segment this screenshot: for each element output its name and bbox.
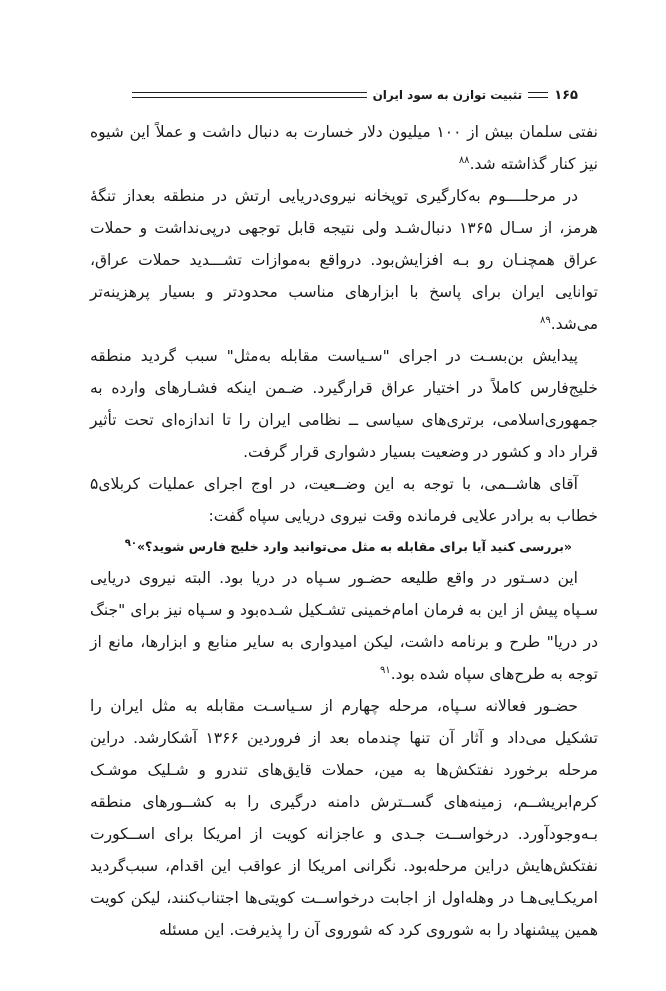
paragraph-text: حضـور فعالانه سـپاه، مرحله چهارم از سـیاسـت مقابله به مثل ایران را تشکیل می‌داد و آثار آن تنها چندماه بعد از فروردین ۱۳۶۶ آشکارشد. دراین مرحله برخورد نفتکش‌ها به مین، حملات قایق‌های تندرو و شـلیک موشـک کرم‌ابریشــم، زمینه‌های گســترش دامنه درگیری را به کشــورهای منطقه بـه‌وجودآورد. درخواســت جـدی و عاجزانه کویت از امریکا برای اســکورت نفتکش‌هایش دراین مرحله‌بود. نگرانی امریکا از عواقب این اقدام، سبب‌گردید امریکـایی‌هـا در وهله‌اول از اجابت درخواســت کویتی‌ها اجتناب‌کنند، لیکن کویت همین پیشنهاد را به شوروی کرد که شوروی آن را پذیرفت. این مسئله (90, 697, 598, 939)
footnote-marker: ۹۰ (124, 537, 137, 549)
footnote-marker: ۸۸ (458, 154, 470, 166)
paragraph-text: آقای هاشــمی، با توجه به این وضــعیت، در اوج اجرای عملیات کربلای۵ خطاب به برادر علایی فرمانده وقت نیروی دریایی سپاه گفت: (90, 475, 598, 525)
paragraph-text: این دسـتور در واقع طلیعه حضـور سـپاه در دریا بود. البته نیروی دریایی سـپاه پیش از این به فرمان امام‌خمینی تشـکیل شـده‌بود و سـپاه نیز برای "جنگ در دریا" طرح و برنامه داشت، لیکن امیدواری به سایر منابع و ابزارها، مانع از توجه به طرح‌های سپاه شده بود. (90, 569, 598, 683)
header-rule-long (132, 92, 367, 98)
footnote-marker: ۸۹ (539, 314, 551, 326)
block-quote (90, 532, 598, 562)
paragraph (90, 562, 598, 690)
running-title: تثبیت توازن به سود ایران (372, 88, 523, 102)
footnote-marker: ۹۱ (379, 664, 391, 676)
paragraph-text: نفتی سلمان بیش از ۱۰۰ میلیون دلار خسارت به دنبال داشت و عملاً این شیوه نیز کنار گذاشته شد. (90, 123, 598, 173)
paragraph-text: در مرحلــــوم به‌کارگیری توپخانه نیروی‌دریایی ارتش در منطقه بعداز تنگهٔ هرمز، از سـال ۱۳۶۵ دنبال‌شـد ولی نتیجه قابل توجهی درپی‌نداشت و حملات عراق همچنـان رو بـه افزایش‌بود. درواقع به‌موازات تشـــدید حملات عراق، توانایی ایران برای پاسخ با ابزارهای مناسب محدودتر و بسیار پرهزینه‌تر می‌شد. (90, 187, 598, 333)
page-number: ۱۶۵ (554, 87, 578, 103)
paragraph-text: پیدایش بن‌بسـت در اجرای "سـیاست مقابله به‌مثل" سبب گردید منطقه خلیج‌فارس کاملاً در اختیار عراق قرارگیرد. ضـمن اینکه فشـارهای وارده به جمهوری‌اسلامی، برتری‌های سیاسی ــ نظامی ایران را تا اندازه‌ای تحت تأثیر قرار داد و کشور در وضعیت بسیار دشواری قرار گرفت. (90, 347, 598, 461)
header-rule-short (528, 92, 548, 98)
quote-text: «بررسی کنید آیا برای مقابله به مثل می‌توانید وارد خلیج فارس شوید؟» (136, 539, 572, 554)
paragraph (90, 468, 598, 532)
paragraph (90, 180, 598, 340)
paragraph (90, 116, 598, 180)
paragraph (90, 690, 598, 946)
paragraph (90, 340, 598, 468)
running-head (90, 84, 598, 106)
